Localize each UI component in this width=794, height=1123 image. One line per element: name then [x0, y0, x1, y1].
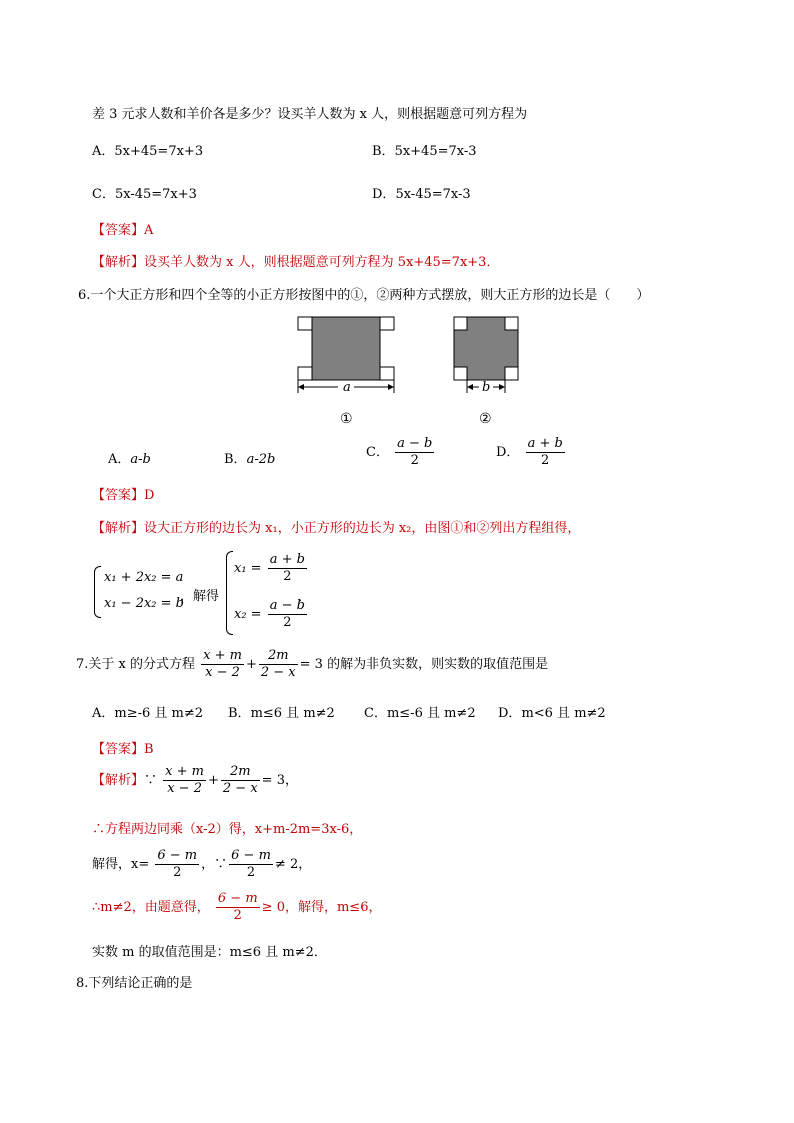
q5-option-d: D．5x-45=7x-3	[372, 187, 471, 202]
solution-x2: x₂ = $\frac{a - b}{2}$	[234, 598, 305, 630]
q7-answer: 【答案】B	[92, 742, 154, 757]
q5-stem-tail: 差 3 元求人数和羊价各是多少？设买羊人数为 x 人，则根据题意可列方程为	[92, 107, 528, 122]
figure-1-var: a	[343, 380, 351, 395]
q5-answer: 【答案】A	[92, 223, 154, 238]
q6-option-b: B．a-2b	[224, 452, 276, 467]
q7-option-b: B．m≤6 且 m≠2	[228, 706, 335, 721]
q8-stem: 8.下列结论正确的是	[76, 976, 193, 991]
q7-analysis-line4: ∴m≠2，由题意得， $\frac{6 - m}{2}$ ≥ 0，解得，m≤6，	[92, 891, 382, 923]
q6-option-a: A．a-b	[108, 452, 151, 467]
figure-2-var: b	[482, 380, 491, 395]
solution-brace	[226, 551, 233, 635]
q7-analysis-line1: 【解析】∵ $\frac{x + m}{x - 2}$ + $\frac{2m}{2 - x}$ = 3，	[92, 764, 298, 796]
system-eq-2: x₁ − 2x₂ = b	[104, 596, 184, 611]
q6-answer: 【答案】D	[92, 488, 155, 503]
q7-analysis-line5: 实数 m 的取值范围是：m≤6 且 m≠2．	[92, 945, 327, 960]
system-brace	[94, 566, 101, 618]
q7-option-a: A．m≥-6 且 m≠2	[92, 706, 204, 721]
q7-analysis-line3: 解得，x= $\frac{6 - m}{2}$ ，∵ $\frac{6 - m}{2}$ ≠ 2，	[92, 848, 312, 880]
q5-option-b: B．5x+45=7x-3	[372, 144, 477, 159]
q7-option-d: D．m<6 且 m≠2	[498, 706, 606, 721]
q7-option-c: C．m≤-6 且 m≠2	[364, 706, 476, 721]
q7-analysis-line2: ∴方程两边同乘（x-2）得，x+m-2m=3x-6，	[92, 822, 363, 837]
q6-option-c: C． $\frac{a - b}{2}$	[366, 436, 433, 468]
q5-analysis: 【解析】设买羊人数为 x 人，则根据题意可列方程为 5x+45=7x+3．	[92, 255, 500, 270]
system-eq-1: x₁ + 2x₂ = a	[104, 570, 184, 585]
system-period: ．	[298, 590, 312, 605]
q6-option-d: D． $\frac{a + b}{2}$	[496, 436, 563, 468]
solution-x1: x₁ = $\frac{a + b}{2}$	[234, 552, 305, 584]
q6-stem: 6.一个大正方形和四个全等的小正方形按图中的①，②两种方式摆放，则大正方形的边长是（ ）	[78, 288, 650, 303]
solve-word: ，解得	[180, 589, 220, 604]
q6-analysis: 【解析】设大正方形的边长为 x₁，小正方形的边长为 x₂，由图①和②列出方程组得，	[92, 521, 581, 536]
figure-2-label: ②	[479, 411, 492, 427]
q7-stem: 7.关于 x 的分式方程 $\frac{x + m}{x - 2}$ + $\frac{2m}{2 - x}$ = 3 的解为非负实数，则实数的取值范围是	[76, 648, 549, 680]
figure-1-label: ①	[340, 411, 353, 427]
q5-option-a: A．5x+45=7x+3	[92, 144, 204, 159]
q5-option-c: C．5x-45=7x+3	[92, 187, 197, 202]
